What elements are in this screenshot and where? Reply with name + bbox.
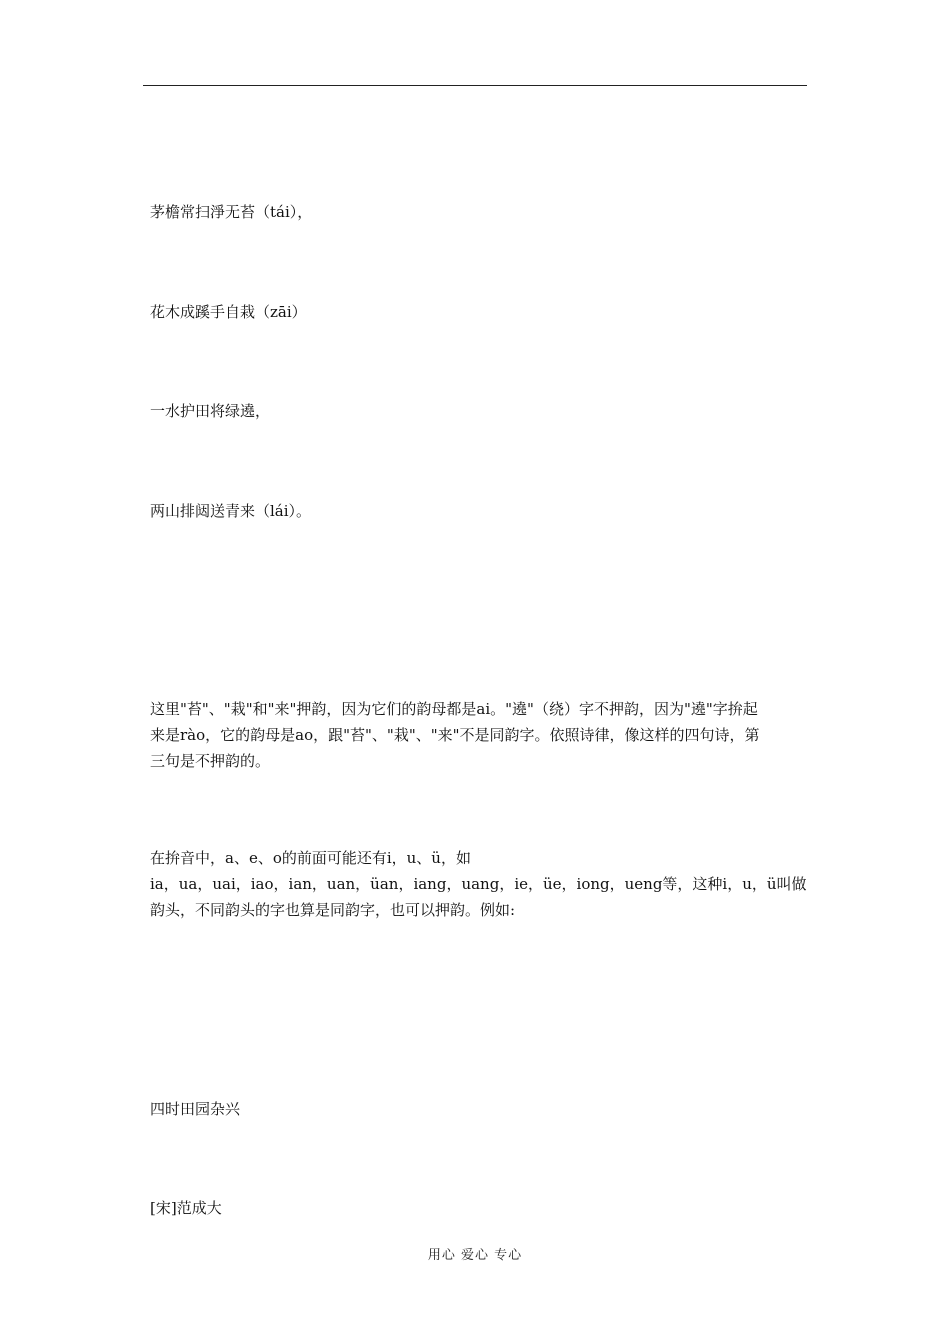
explanation-paragraph (150, 696, 802, 774)
poem-line-4: 两山排闼送青来（lái）。 (150, 502, 312, 520)
poem-line-3: 一水护田将绿遶， (150, 402, 271, 420)
poem-line-2: 花木成蹊手自栽（zāi） (150, 303, 307, 321)
header-rule (143, 85, 807, 86)
explanation-line-1: 这里"苔"、"栽"和"来"押韵，因为它们的韵母都是ai。"遶"（绕）字不押韵，因为"遶"字拚起 (150, 700, 758, 718)
page-footer: 用心 爱心 专心 (427, 1248, 523, 1263)
explanation-line-2: 来是rào，它的韵母是ao，跟"苔"、"栽"、"来"不是同韵字。依照诗律，像这样的四句诗，第 (150, 726, 760, 744)
poem-author: [宋]范成大 (150, 1199, 222, 1217)
medial-line-2: ia，ua，uai，iao，ian，uan，üan，iang，uang，ie，üe，iong，ueng等，这种i，u，ü叫做 (150, 875, 807, 893)
poem-title: 四时田园杂兴 (150, 1100, 241, 1118)
medial-line-1: 在拚音中，a、e、o的前面可能还有i，u、ü，如 (150, 849, 471, 867)
medial-line-3: 韵头，不同韵头的字也算是同韵字，也可以押韵。例如: (150, 901, 516, 919)
poem-line-1: 茅檐常扫淨无苔（tái）， (150, 203, 313, 221)
medial-paragraph (150, 845, 807, 923)
explanation-line-3: 三句是不押韵的。 (150, 752, 271, 770)
